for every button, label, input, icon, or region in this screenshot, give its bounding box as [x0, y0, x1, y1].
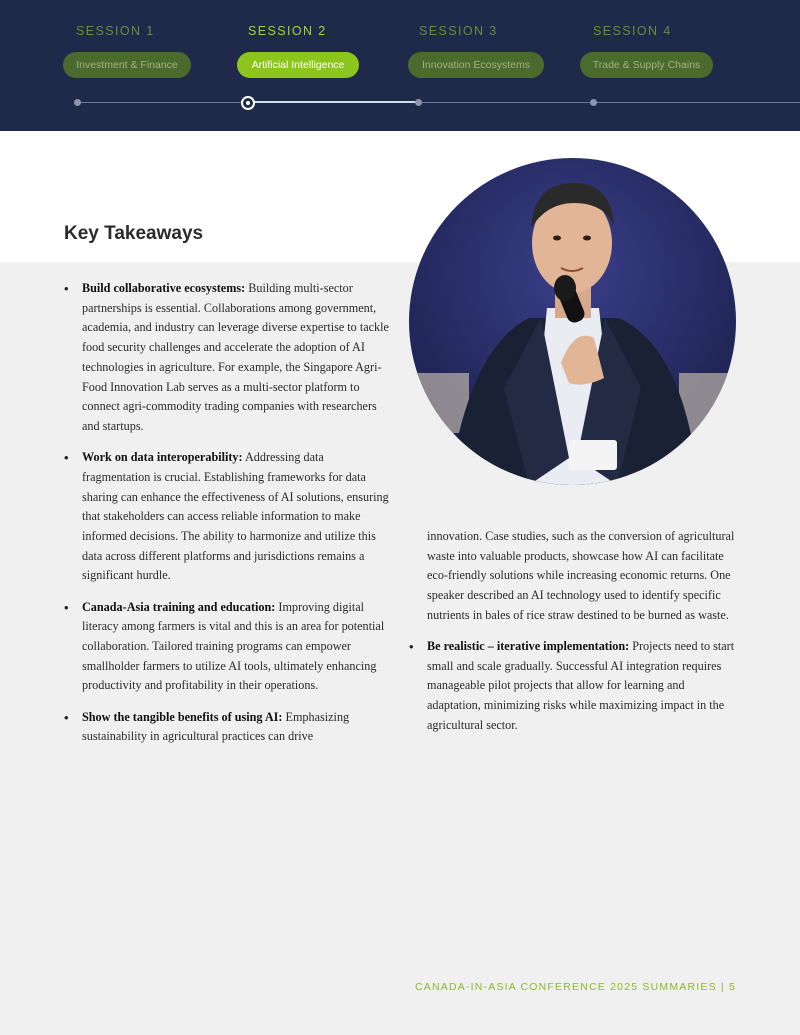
left-column: [64, 279, 394, 758]
takeaway-heading: Build collaborative ecosystems:: [82, 281, 246, 295]
takeaway-item: [409, 637, 737, 736]
session-header: [0, 0, 800, 131]
timeline-dot-current: [241, 96, 255, 110]
session-1-tab[interactable]: Investment & Finance: [63, 52, 191, 78]
takeaway-item: [64, 708, 394, 747]
takeaway-text: Addressing data fragmentation is crucial. Establishing frameworks for data sharing can enhance the effectiveness of AI solutions, ensuring that stakeholders can access reliable information to make informed decisions. The ability to harmonize and utilize this data across different platforms and jurisdictions remains a significant hurdle.: [82, 450, 389, 583]
session-2-tab[interactable]: Artificial Intelligence: [237, 52, 359, 78]
session-1-label: SESSION 1: [76, 24, 155, 38]
takeaway-heading: Work on data interoperability:: [82, 450, 243, 465]
takeaway-heading: Canada-Asia training and education:: [82, 599, 276, 614]
timeline-segment-active: [248, 101, 419, 103]
timeline-dot: [590, 99, 597, 106]
speaker-portrait-illustration: [409, 158, 736, 485]
page-footer: CANADA-IN-ASIA CONFERENCE 2025 SUMMARIES | 5: [414, 981, 736, 993]
timeline-dot: [415, 99, 422, 106]
timeline-segment: [419, 102, 800, 103]
session-4-label: SESSION 4: [593, 24, 672, 38]
takeaway-heading: Show the tangible benefits of using AI:: [82, 709, 283, 724]
session-3-label: SESSION 3: [419, 24, 498, 38]
page-title: Key Takeaways: [64, 223, 204, 244]
takeaway-heading: Be realistic – iterative implementation:: [427, 639, 630, 654]
takeaway-continuation: innovation. Case studies, such as the conversion of agricultural waste into valuable products, showcase how AI can facilitate eco-friendly solutions while increasing economic returns. One speaker described an AI technology used to identify specific nutrients in bales of rice straw destined to be burned as waste.: [427, 529, 735, 622]
takeaway-text: Improving digital literacy among farmers is vital and this is an area for potential collaboration. Tailored training programs can empower smallholder farmers to utilize AI tools, ultimately enhancing productivity and profitability in their operations.: [82, 599, 385, 693]
takeaway-text: Building multi-sector partnerships is essential. Collaborations among government, academia, and industry can leverage diverse expertise to tackle food security challenges and accelerate the adoption of AI technologies in agriculture. For example, the Singapore Agri-Food Innovation Lab serves as a multi-sector platform to connect agri-commodity trading companies with researchers and startups.: [82, 281, 389, 433]
takeaway-text: Projects need to start small and scale gradually. Successful AI integration requires manageable pilot projects that allow for learning and adaptation, minimizing risks while maximizing impact in the agricultural sector.: [427, 639, 735, 732]
session-4-tab[interactable]: Trade & Supply Chains: [580, 52, 713, 78]
takeaway-text: Emphasizing sustainability in agricultural practices can drive: [82, 709, 350, 744]
takeaway-item: [64, 598, 394, 697]
session-2-label: SESSION 2: [248, 24, 327, 38]
takeaway-item: [64, 279, 394, 437]
right-column: [409, 527, 737, 747]
speaker-photo: [409, 158, 736, 485]
takeaway-item: [64, 448, 394, 586]
session-3-tab[interactable]: Innovation Ecosystems: [408, 52, 544, 78]
timeline-dot: [74, 99, 81, 106]
timeline-segment: [78, 102, 248, 103]
